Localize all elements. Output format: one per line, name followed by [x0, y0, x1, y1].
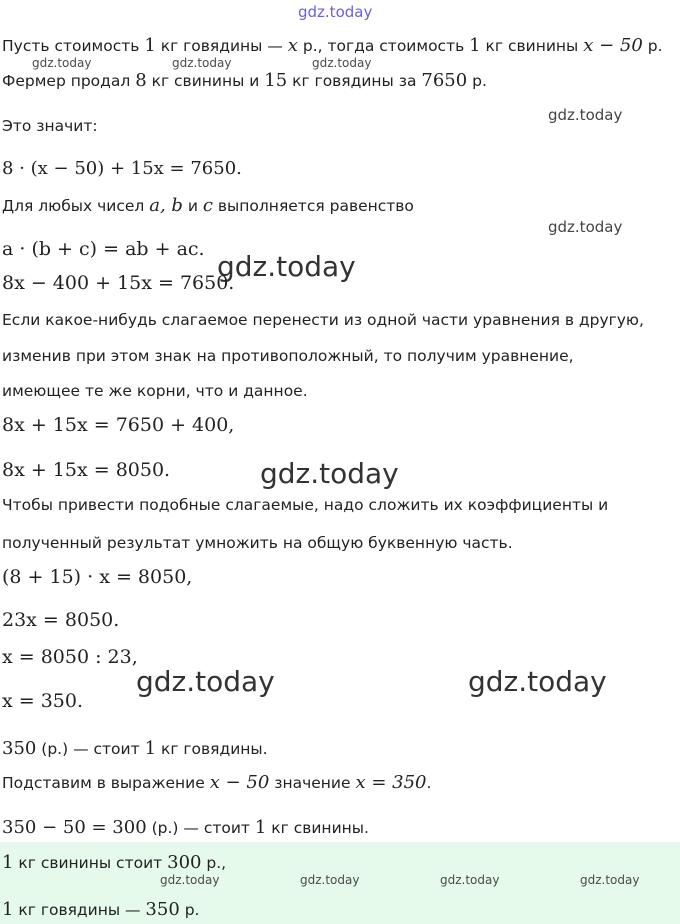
text-line: Это значит: [2, 117, 98, 135]
equation: x = 350. [2, 690, 84, 712]
text-line: 350 − 50 = 300 (р.) — стоит 1 кг свинины. [2, 817, 369, 838]
watermark-large: gdz.today [136, 665, 275, 698]
text-line: Подставим в выражение x − 50 значение x = 350. [2, 772, 432, 793]
watermark-small: gdz.today [32, 56, 92, 70]
text-line: полученный результат умножить на общую буквенную часть. [2, 534, 513, 552]
equation: 8x + 15x = 7650 + 400, [2, 414, 235, 436]
watermark-medium: gdz.today [548, 106, 623, 124]
watermark-small: gdz.today [312, 56, 372, 70]
answer-line: 1 кг говядины — 350 р. [2, 899, 200, 920]
equation: 8 · (x − 50) + 15x = 7650. [2, 158, 242, 179]
watermark-large: gdz.today [468, 665, 607, 698]
watermark-small: gdz.today [440, 873, 500, 887]
equation: a · (b + c) = ab + ac. [2, 238, 205, 260]
equation: 8x − 400 + 15x = 7650. [2, 272, 235, 294]
watermark-medium: gdz.today [548, 218, 623, 236]
text-line: Чтобы привести подобные слагаемые, надо сложить их коэффициенты и [2, 496, 609, 514]
text-line: Для любых чисел a, b и c выполняется равенство [2, 195, 414, 216]
watermark-large: gdz.today [217, 250, 356, 283]
watermark-small: gdz.today [300, 873, 360, 887]
text-line: Пусть стоимость 1 кг говядины — x р., тогда стоимость 1 кг свинины x − 50 р. [2, 35, 663, 56]
equation: (8 + 15) · x = 8050, [2, 566, 193, 588]
equation: 23x = 8050. [2, 609, 120, 631]
equation: 8x + 15x = 8050. [2, 459, 171, 481]
watermark-small: gdz.today [580, 873, 640, 887]
answer-line: 1 кг свинины стоит 300 р., [2, 852, 227, 873]
watermark-large: gdz.today [260, 457, 399, 490]
text-line: Если какое-нибудь слагаемое перенести из одной части уравнения в другую, [2, 311, 644, 329]
text-line: имеющее те же корни, что и данное. [2, 382, 308, 400]
watermark-top: gdz.today [298, 3, 373, 21]
text-line: изменив при этом знак на противоположный, то получим уравнение, [2, 347, 574, 365]
text-line: 350 (р.) — стоит 1 кг говядины. [2, 738, 268, 759]
equation: x = 8050 : 23, [2, 646, 138, 668]
watermark-small: gdz.today [172, 56, 232, 70]
text-line: Фермер продал 8 кг свинины и 15 кг говядины за 7650 р. [2, 70, 487, 91]
watermark-small: gdz.today [160, 873, 220, 887]
